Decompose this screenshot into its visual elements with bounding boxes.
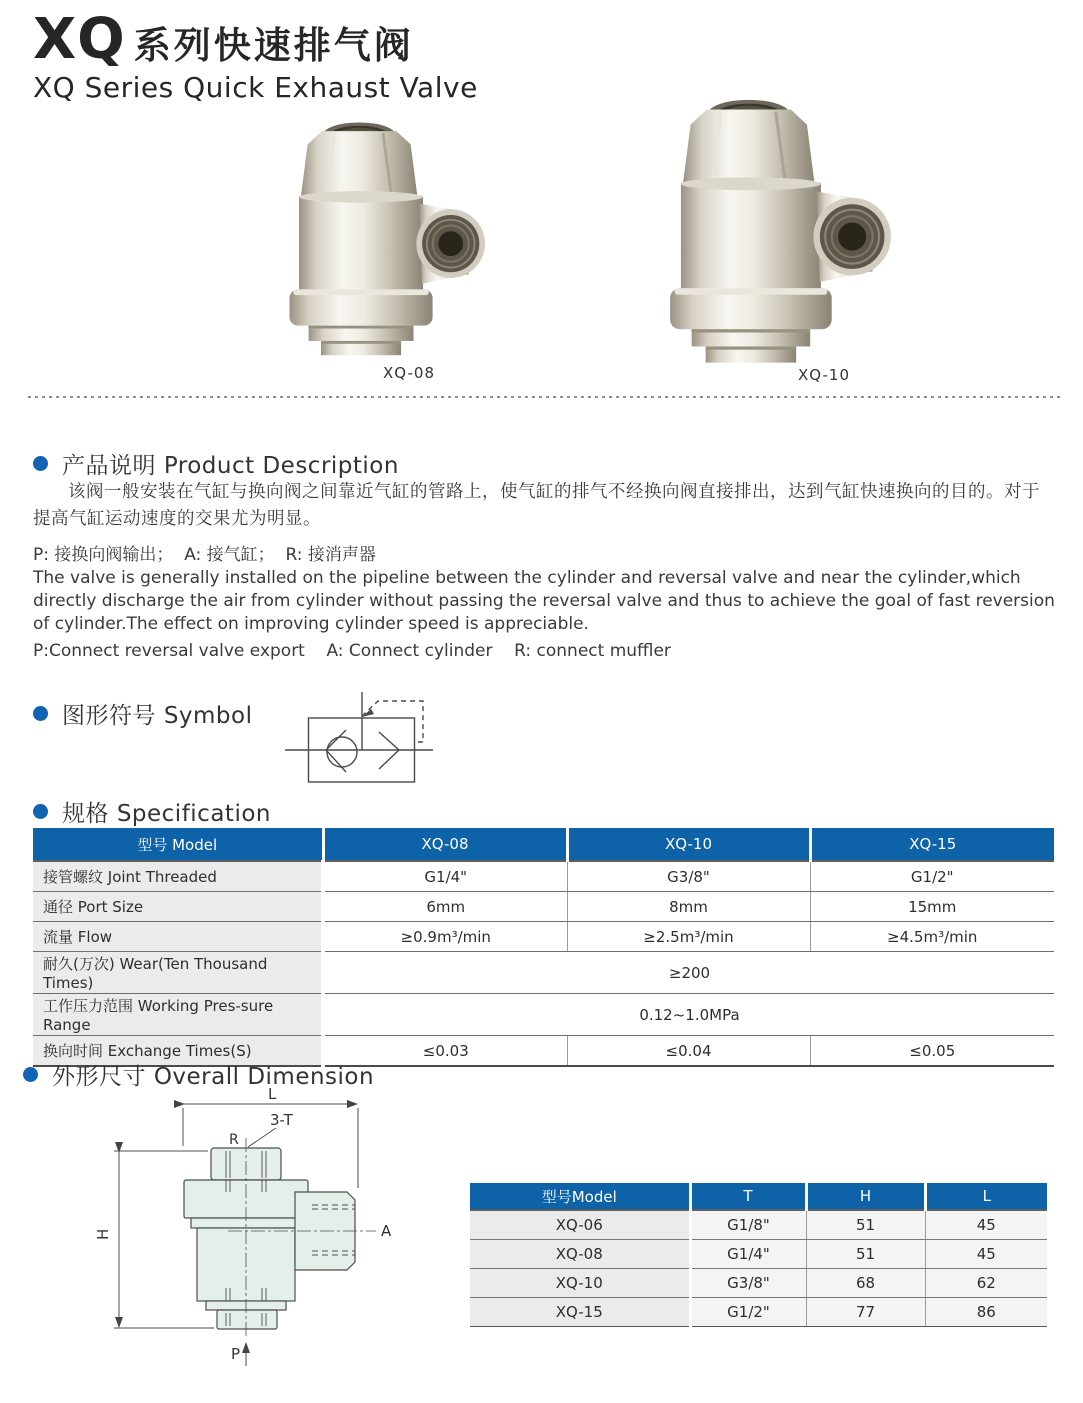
heading-description-en: Product Description: [163, 453, 399, 479]
dim-cell: G1/4": [690, 1240, 806, 1269]
spec-col-xq08: XQ-08: [323, 828, 567, 861]
spec-row-label: 通径 Port Size: [33, 892, 323, 922]
spec-cell: ≤0.05: [810, 1036, 1054, 1067]
spec-cell: ≤0.03: [323, 1036, 567, 1067]
dim-cell-model: XQ-06: [470, 1210, 690, 1240]
dim-col-t: T: [690, 1183, 806, 1210]
dim-cell-model: XQ-10: [470, 1269, 690, 1298]
dim-label-a: A: [381, 1222, 392, 1240]
dim-cell: 51: [806, 1240, 925, 1269]
page-header: [33, 7, 478, 104]
spec-header-row: [33, 828, 1054, 861]
section-heading-specification: [33, 795, 271, 828]
table-row: [33, 994, 1054, 1036]
table-row: [470, 1269, 1047, 1298]
dim-cell: 45: [925, 1210, 1047, 1240]
heading-dimension-en: Overall Dimension: [153, 1064, 375, 1090]
photo-label-xq08: XQ-08: [383, 364, 435, 382]
spec-row-label: 工作压力范围 Working Pres-sure Range: [33, 994, 323, 1036]
section-bullet-icon: [33, 706, 48, 721]
title-series-code: XQ: [33, 7, 126, 72]
spec-row-label: 换向时间 Exchange Times(S): [33, 1036, 323, 1067]
section-heading-symbol: [33, 697, 253, 730]
product-photo-xq08: [238, 112, 486, 360]
spec-col-model: 型号 Model: [33, 828, 323, 861]
spec-cell-span: ≥200: [323, 952, 1054, 994]
pneumatic-symbol-diagram: [283, 686, 438, 798]
dim-cell-model: XQ-15: [470, 1298, 690, 1327]
spec-cell: ≥0.9m³/min: [323, 922, 567, 952]
dim-col-h: H: [806, 1183, 925, 1210]
dim-cell-model: XQ-08: [470, 1240, 690, 1269]
heading-symbol-cn: 图形符号: [62, 703, 156, 729]
dim-label-r: R: [229, 1132, 239, 1148]
spec-col-xq10: XQ-10: [567, 828, 810, 861]
dim-cell: 45: [925, 1240, 1047, 1269]
spec-cell-span: 0.12~1.0MPa: [323, 994, 1054, 1036]
dim-cell: G1/8": [690, 1210, 806, 1240]
spec-cell: ≥2.5m³/min: [567, 922, 810, 952]
spec-cell: 15mm: [810, 892, 1054, 922]
description-paragraph-en: The valve is generally installed on the pipeline between the cylinder and reversal valve and near the cylinder,which directly discharge the air from cylinder without passing the reversal valve and thus to achieve the goal of fast reversion of cylinder.The effect on improving cylinder speed is appreciable.: [33, 568, 1055, 634]
section-heading-dimension: [23, 1058, 374, 1091]
table-row: [33, 892, 1054, 922]
dim-cell: 86: [925, 1298, 1047, 1327]
title-english: XQ Series Quick Exhaust Valve: [33, 71, 478, 104]
dim-cell: 77: [806, 1298, 925, 1327]
dim-cell: 51: [806, 1210, 925, 1240]
dim-cell: 62: [925, 1269, 1047, 1298]
photo-label-xq10: XQ-10: [798, 366, 850, 384]
heading-dimension-cn: 外形尺寸: [52, 1064, 146, 1090]
spec-row-label: 接管螺纹 Joint Threaded: [33, 861, 323, 892]
port-legend-cn: P: 接换向阀输出； A: 接气缸； R: 接消声器: [33, 545, 376, 565]
dim-cell: G1/2": [690, 1298, 806, 1327]
spec-row-label: 流量 Flow: [33, 922, 323, 952]
spec-cell: ≥4.5m³/min: [810, 922, 1054, 952]
dim-header-row: [470, 1183, 1047, 1210]
heading-specification-en: Specification: [116, 801, 271, 827]
product-photo-xq10: [612, 88, 892, 368]
table-row: [33, 861, 1054, 892]
dim-cell: G3/8": [690, 1269, 806, 1298]
spec-cell: ≤0.04: [567, 1036, 810, 1067]
spec-cell: 8mm: [567, 892, 810, 922]
dim-label-p: P: [230, 1345, 240, 1363]
page-title: [33, 7, 478, 72]
section-bullet-icon: [33, 804, 48, 819]
section-bullet-icon: [33, 456, 48, 471]
table-row: [470, 1298, 1047, 1327]
dim-label-l: L: [268, 1088, 277, 1103]
spec-cell: G3/8": [567, 861, 810, 892]
port-legend-en: P:Connect reversal valve export A: Connect cylinder R: connect muffler: [33, 641, 671, 661]
table-row: [470, 1210, 1047, 1240]
dimension-drawing: [80, 1088, 410, 1401]
dim-cell: 68: [806, 1269, 925, 1298]
title-chinese: 系列快速排气阀: [133, 24, 414, 67]
dim-col-model: 型号Model: [470, 1183, 690, 1210]
spec-cell: G1/2": [810, 861, 1054, 892]
table-row: [33, 922, 1054, 952]
spec-cell: G1/4": [323, 861, 567, 892]
spec-cell: 6mm: [323, 892, 567, 922]
table-row: [33, 952, 1054, 994]
dim-label-h: H: [94, 1228, 112, 1240]
spec-col-xq15: XQ-15: [810, 828, 1054, 861]
heading-symbol-en: Symbol: [163, 703, 253, 729]
dim-col-l: L: [925, 1183, 1047, 1210]
spec-row-label: 耐久(万次) Wear(Ten Thousand Times): [33, 952, 323, 994]
section-bullet-icon: [23, 1067, 38, 1082]
dimension-table: [470, 1183, 1047, 1327]
specification-table: [33, 828, 1054, 1067]
heading-specification-cn: 规格: [62, 801, 109, 827]
heading-description-cn: 产品说明: [62, 453, 156, 479]
dim-label-3t: 3-T: [270, 1111, 293, 1129]
section-heading-description: [33, 447, 399, 480]
dotted-separator: [28, 396, 1062, 398]
description-paragraph-cn: 该阀一般安装在气缸与换向阀之间靠近气缸的管路上，使气缸的排气不经换向阀直接排出，达到气缸快速换向的目的。对于提高气缸运动速度的交果尤为明显。: [33, 482, 1040, 529]
table-row: [470, 1240, 1047, 1269]
